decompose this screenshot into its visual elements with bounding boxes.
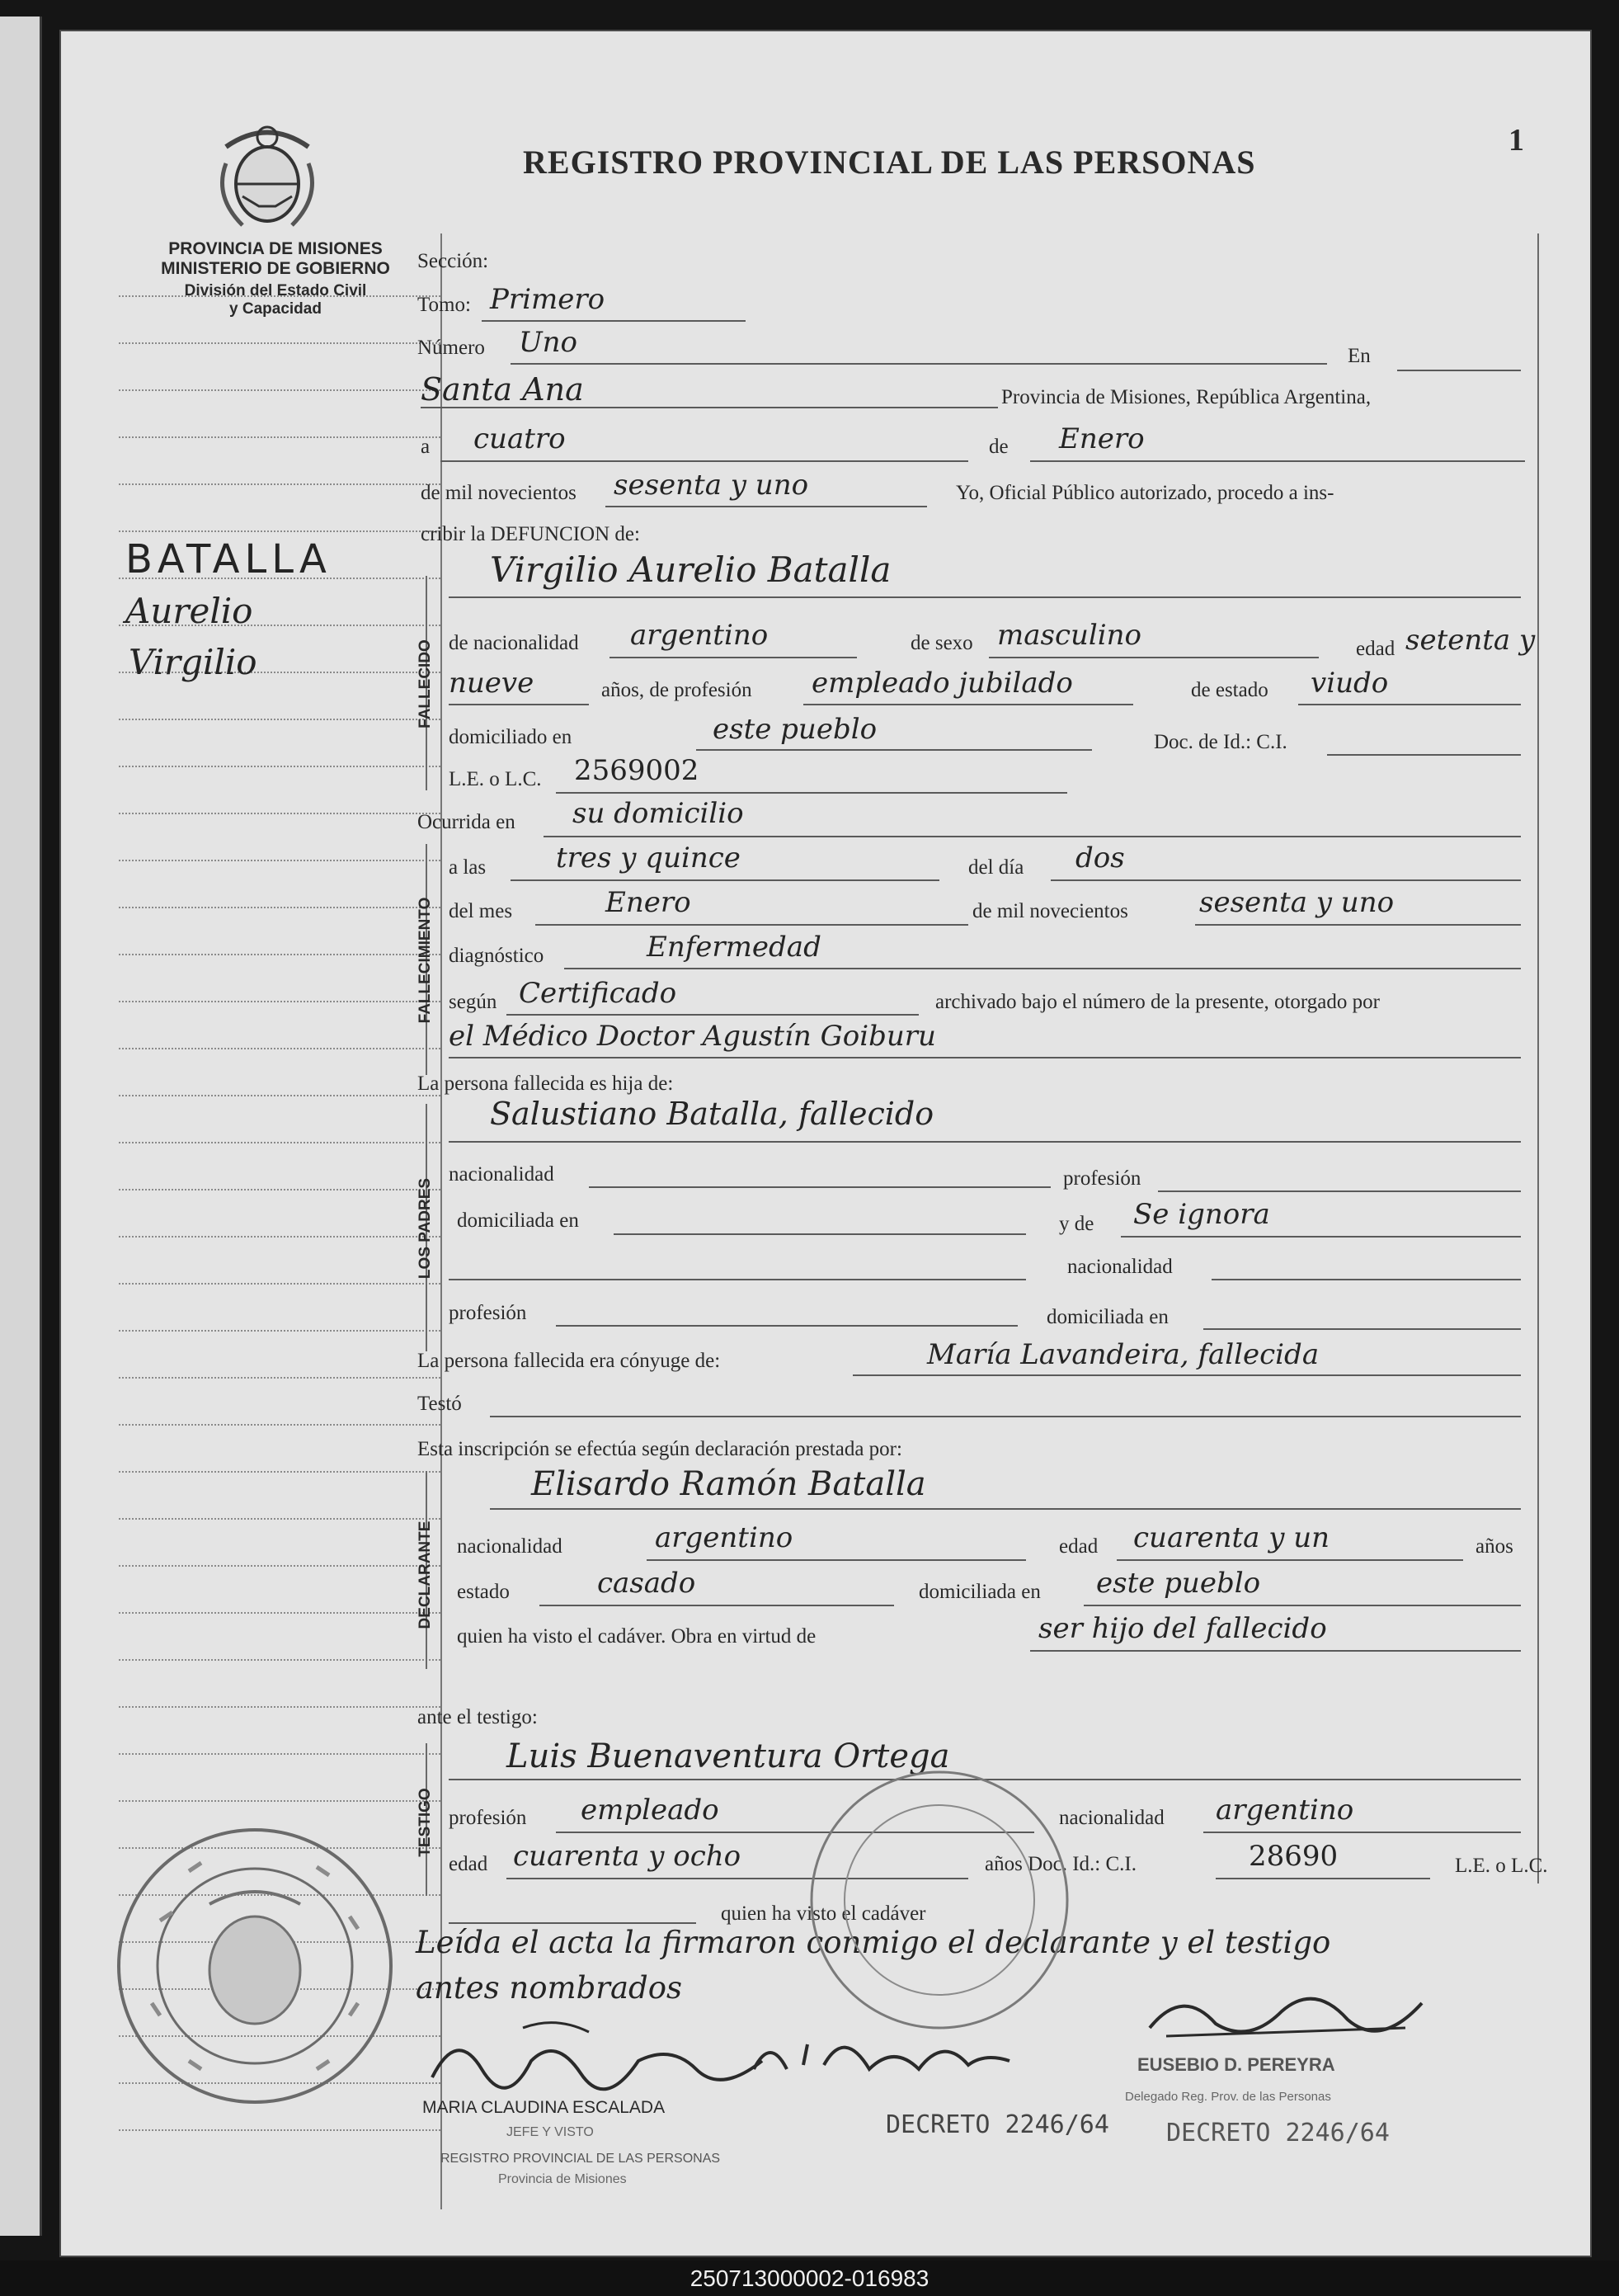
year-value: sesenta y uno: [614, 469, 809, 502]
margin-dotted-line: [119, 1095, 440, 1096]
testigo-visto-label: quien ha visto el cadáver: [721, 1902, 926, 1925]
registry-seal-left: [111, 1822, 399, 2110]
testigo-name: Luis Buenaventura Ortega: [506, 1737, 950, 1775]
margin-dotted-line: [119, 1518, 440, 1520]
segun-label: según: [449, 991, 497, 1013]
decreto-stamp-2: DECRETO 2246/64: [1166, 2119, 1390, 2147]
domicilio-value: este pueblo: [713, 713, 878, 746]
page-title: REGISTRO PROVINCIAL DE LAS PERSONAS: [523, 144, 1256, 181]
margin-dotted-line: [119, 1189, 440, 1190]
form-right-border: [1537, 233, 1539, 1883]
place-value: Santa Ana: [421, 371, 584, 408]
day-value: cuatro: [473, 422, 566, 455]
adjacent-page-edge: [0, 17, 42, 2236]
office-header: [119, 239, 432, 318]
anio-label: de mil novecientos: [972, 900, 1128, 922]
hora-label: a las: [449, 856, 487, 879]
madre-value: Se ignora: [1133, 1198, 1270, 1231]
edad-value-1: setenta y: [1405, 624, 1536, 657]
testigo-ci-value: 28690: [1249, 1840, 1339, 1873]
numero-value: Uno: [519, 326, 578, 359]
conyuge-value: María Lavandeira, fallecida: [927, 1338, 1320, 1371]
declarante-edad-label: edad: [1059, 1535, 1099, 1558]
padre-value: Salustiano Batalla, fallecido: [490, 1096, 934, 1132]
hora-value: tres y quince: [556, 842, 741, 875]
segun-value: Certificado: [519, 977, 677, 1010]
testigo-le-label: L.E. o L.C.: [1455, 1855, 1548, 1877]
declarante-nacionalidad-label: nacionalidad: [457, 1535, 562, 1558]
deceased-name: Virgilio Aurelio Batalla: [490, 549, 892, 590]
escalada-title: JEFE Y VISTO: [506, 2125, 594, 2139]
y-de-label: y de: [1059, 1213, 1094, 1235]
testigo-nacionalidad-value: argentino: [1216, 1794, 1354, 1827]
escalada-name: MARIA CLAUDINA ESCALADA: [422, 2098, 666, 2117]
margin-note-name-2: Virgilio: [129, 642, 257, 682]
testigo-nacionalidad-label: nacionalidad: [1059, 1807, 1165, 1829]
nacionalidad-value: argentino: [630, 619, 769, 652]
declarante-edad-value: cuarenta y un: [1133, 1521, 1330, 1554]
en-label: En: [1348, 345, 1371, 367]
closing-line-2: antes nombrados: [416, 1970, 682, 2006]
a-label: a: [421, 436, 431, 458]
margin-dotted-line: [119, 1330, 440, 1332]
register-page: [59, 30, 1592, 2257]
tomo-label: Tomo:: [417, 294, 471, 316]
le-label: L.E. o L.C.: [449, 768, 542, 790]
margin-dotted-line: [119, 1471, 440, 1473]
testigo-edad-label: edad: [449, 1853, 488, 1875]
ocurrida-value: su domicilio: [572, 797, 744, 830]
declarante-domiciliada-label: domiciliada en: [919, 1581, 1041, 1603]
testigo-section-label: TESTIGO: [417, 1788, 434, 1857]
page-number: 1: [1508, 123, 1524, 158]
margin-dotted-line: [119, 766, 440, 767]
margin-dotted-line: [119, 1283, 440, 1285]
margin-dotted-line: [119, 1565, 440, 1567]
escalada-prov: Provincia de Misiones: [498, 2172, 627, 2186]
division-label: División del Estado Civil: [184, 282, 367, 299]
margin-dotted-line: [119, 907, 440, 908]
margin-dotted-line: [119, 954, 440, 955]
mes-value: Enero: [605, 886, 691, 919]
declarante-estado-label: estado: [457, 1581, 510, 1603]
anos-profesion-label: años, de profesión: [601, 679, 752, 701]
padre-nacionalidad-label: nacionalidad: [449, 1163, 554, 1186]
hija-label: La persona fallecida es hija de:: [417, 1073, 674, 1095]
declarante-estado-value: casado: [597, 1567, 696, 1600]
provincia-text: Provincia de Misiones, República Argentina,: [1001, 386, 1372, 408]
margin-dotted-line: [119, 1142, 440, 1143]
madre-profesion-label: profesión: [449, 1302, 527, 1324]
margin-note-name-1: Aurelio: [125, 591, 253, 631]
margin-dotted-line: [119, 530, 440, 532]
margin-dotted-line: [119, 1659, 440, 1661]
officer-text: Yo, Oficial Público autorizado, procedo a ins-: [956, 482, 1334, 504]
dia-label: del día: [968, 856, 1024, 879]
numero-label: Número: [417, 337, 485, 359]
registry-seal-center: [803, 1764, 1075, 2036]
margin-dotted-line: [119, 436, 440, 438]
margin-dotted-line: [119, 1424, 440, 1426]
sexo-label: de sexo: [911, 632, 973, 654]
margin-dotted-line: [119, 2129, 440, 2131]
inscribir-text: cribir la DEFUNCION de:: [421, 523, 640, 545]
margin-dotted-line: [119, 295, 440, 297]
testigo-profesion-value: empleado: [581, 1794, 719, 1827]
testigo-intro: ante el testigo:: [417, 1706, 538, 1728]
margin-dotted-line: [119, 1753, 440, 1755]
tomo-value: Primero: [490, 283, 605, 316]
margin-dotted-line: [119, 860, 440, 861]
declarante-section-label: DECLARANTE: [417, 1520, 434, 1629]
testo-label: Testó: [417, 1393, 462, 1415]
dia-value: dos: [1075, 842, 1125, 875]
footer-id: 250713000002-016983: [0, 2261, 1619, 2296]
declarante-visto-value: ser hijo del fallecido: [1038, 1612, 1327, 1645]
testigo-profesion-label: profesión: [449, 1807, 527, 1829]
pereyra-name: EUSEBIO D. PEREYRA: [1137, 2054, 1335, 2075]
archivado-text: archivado bajo el número de la presente, otorgado por: [935, 991, 1380, 1013]
signature-ortega: [746, 2020, 1018, 2094]
month-value: Enero: [1059, 422, 1145, 455]
signature-escalada: [424, 2011, 770, 2102]
mes-label: del mes: [449, 900, 513, 922]
margin-dotted-line: [119, 1377, 440, 1379]
diagnostico-value: Enfermedad: [647, 931, 821, 964]
medico-value: el Médico Doctor Agustín Goiburu: [449, 1020, 936, 1053]
margin-dotted-line: [119, 1800, 440, 1802]
margin-dotted-line: [119, 389, 440, 391]
decreto-stamp-1: DECRETO 2246/64: [886, 2110, 1109, 2139]
margin-dotted-line: [119, 1612, 440, 1614]
edad-label: edad: [1356, 638, 1395, 660]
profesion-value: empleado jubilado: [812, 667, 1073, 700]
doc-label: Doc. de Id.: C.I.: [1154, 731, 1287, 753]
margin-dotted-line: [119, 1048, 440, 1049]
madre-domiciliada-label: domiciliada en: [1047, 1306, 1169, 1328]
margin-dotted-line: [119, 483, 440, 485]
padre-domiciliada-label: domiciliada en: [457, 1209, 579, 1232]
padres-section-label: LOS PADRES: [417, 1177, 434, 1280]
de-label: de: [989, 436, 1009, 458]
declarante-name: Elisardo Ramón Batalla: [531, 1465, 926, 1503]
sexo-value: masculino: [997, 619, 1142, 652]
padre-profesion-label: profesión: [1063, 1167, 1141, 1190]
madre-nacionalidad-label: nacionalidad: [1067, 1256, 1173, 1278]
ministry-label: MINISTERIO DE GOBIERNO: [161, 259, 390, 278]
margin-dotted-line: [119, 1001, 440, 1002]
estado-label: de estado: [1191, 679, 1268, 701]
testigo-edad-value: cuarenta y ocho: [513, 1840, 741, 1873]
anio-value: sesenta y uno: [1199, 886, 1395, 919]
margin-dotted-line: [119, 1706, 440, 1708]
margin-dotted-line: [119, 813, 440, 814]
le-value: 2569002: [574, 754, 699, 787]
margin-dotted-line: [119, 1236, 440, 1238]
declarante-nacionalidad-value: argentino: [655, 1521, 793, 1554]
margin-note-surname: BATALLA: [125, 536, 332, 582]
signature-pereyra: [1133, 1970, 1447, 2061]
escalada-dept: REGISTRO PROVINCIAL DE LAS PERSONAS: [440, 2152, 721, 2166]
declarante-domicilio-value: este pueblo: [1096, 1567, 1261, 1600]
diagnostico-label: diagnóstico: [449, 945, 544, 967]
declarante-anos-label: años: [1475, 1535, 1513, 1558]
year-prefix: de mil novecientos: [421, 482, 577, 504]
conyuge-label: La persona fallecida era cónyuge de:: [417, 1350, 721, 1372]
province-label: PROVINCIA DE MISIONES: [168, 239, 383, 258]
pereyra-title: Delegado Reg. Prov. de las Personas: [1125, 2090, 1331, 2104]
margin-dotted-line: [119, 719, 440, 720]
ocurrida-label: Ocurrida en: [417, 811, 515, 833]
nacionalidad-label: de nacionalidad: [449, 632, 579, 654]
closing-line-1: Leída el acta la firmaron conmigo el declarante y el testigo: [416, 1925, 1331, 1960]
domiciliado-label: domiciliado en: [449, 726, 572, 748]
fallecido-section-label: FALLECIDO: [417, 639, 434, 728]
testigo-anos-doc-label: años Doc. Id.: C.I.: [985, 1853, 1137, 1875]
fallecimiento-section-label: FALLECIMIENTO: [417, 897, 434, 1024]
margin-dotted-line: [119, 342, 440, 344]
coat-of-arms-icon: [209, 114, 325, 238]
declarante-intro: Esta inscripción se efectúa según declaración prestada por:: [417, 1438, 902, 1460]
estado-value: viudo: [1311, 667, 1389, 700]
division-label-2: y Capacidad: [229, 300, 322, 318]
seccion-label: Sección:: [417, 250, 489, 272]
declarante-visto-label: quien ha visto el cadáver. Obra en virtud de: [457, 1625, 817, 1648]
edad-value-2: nueve: [449, 667, 534, 700]
